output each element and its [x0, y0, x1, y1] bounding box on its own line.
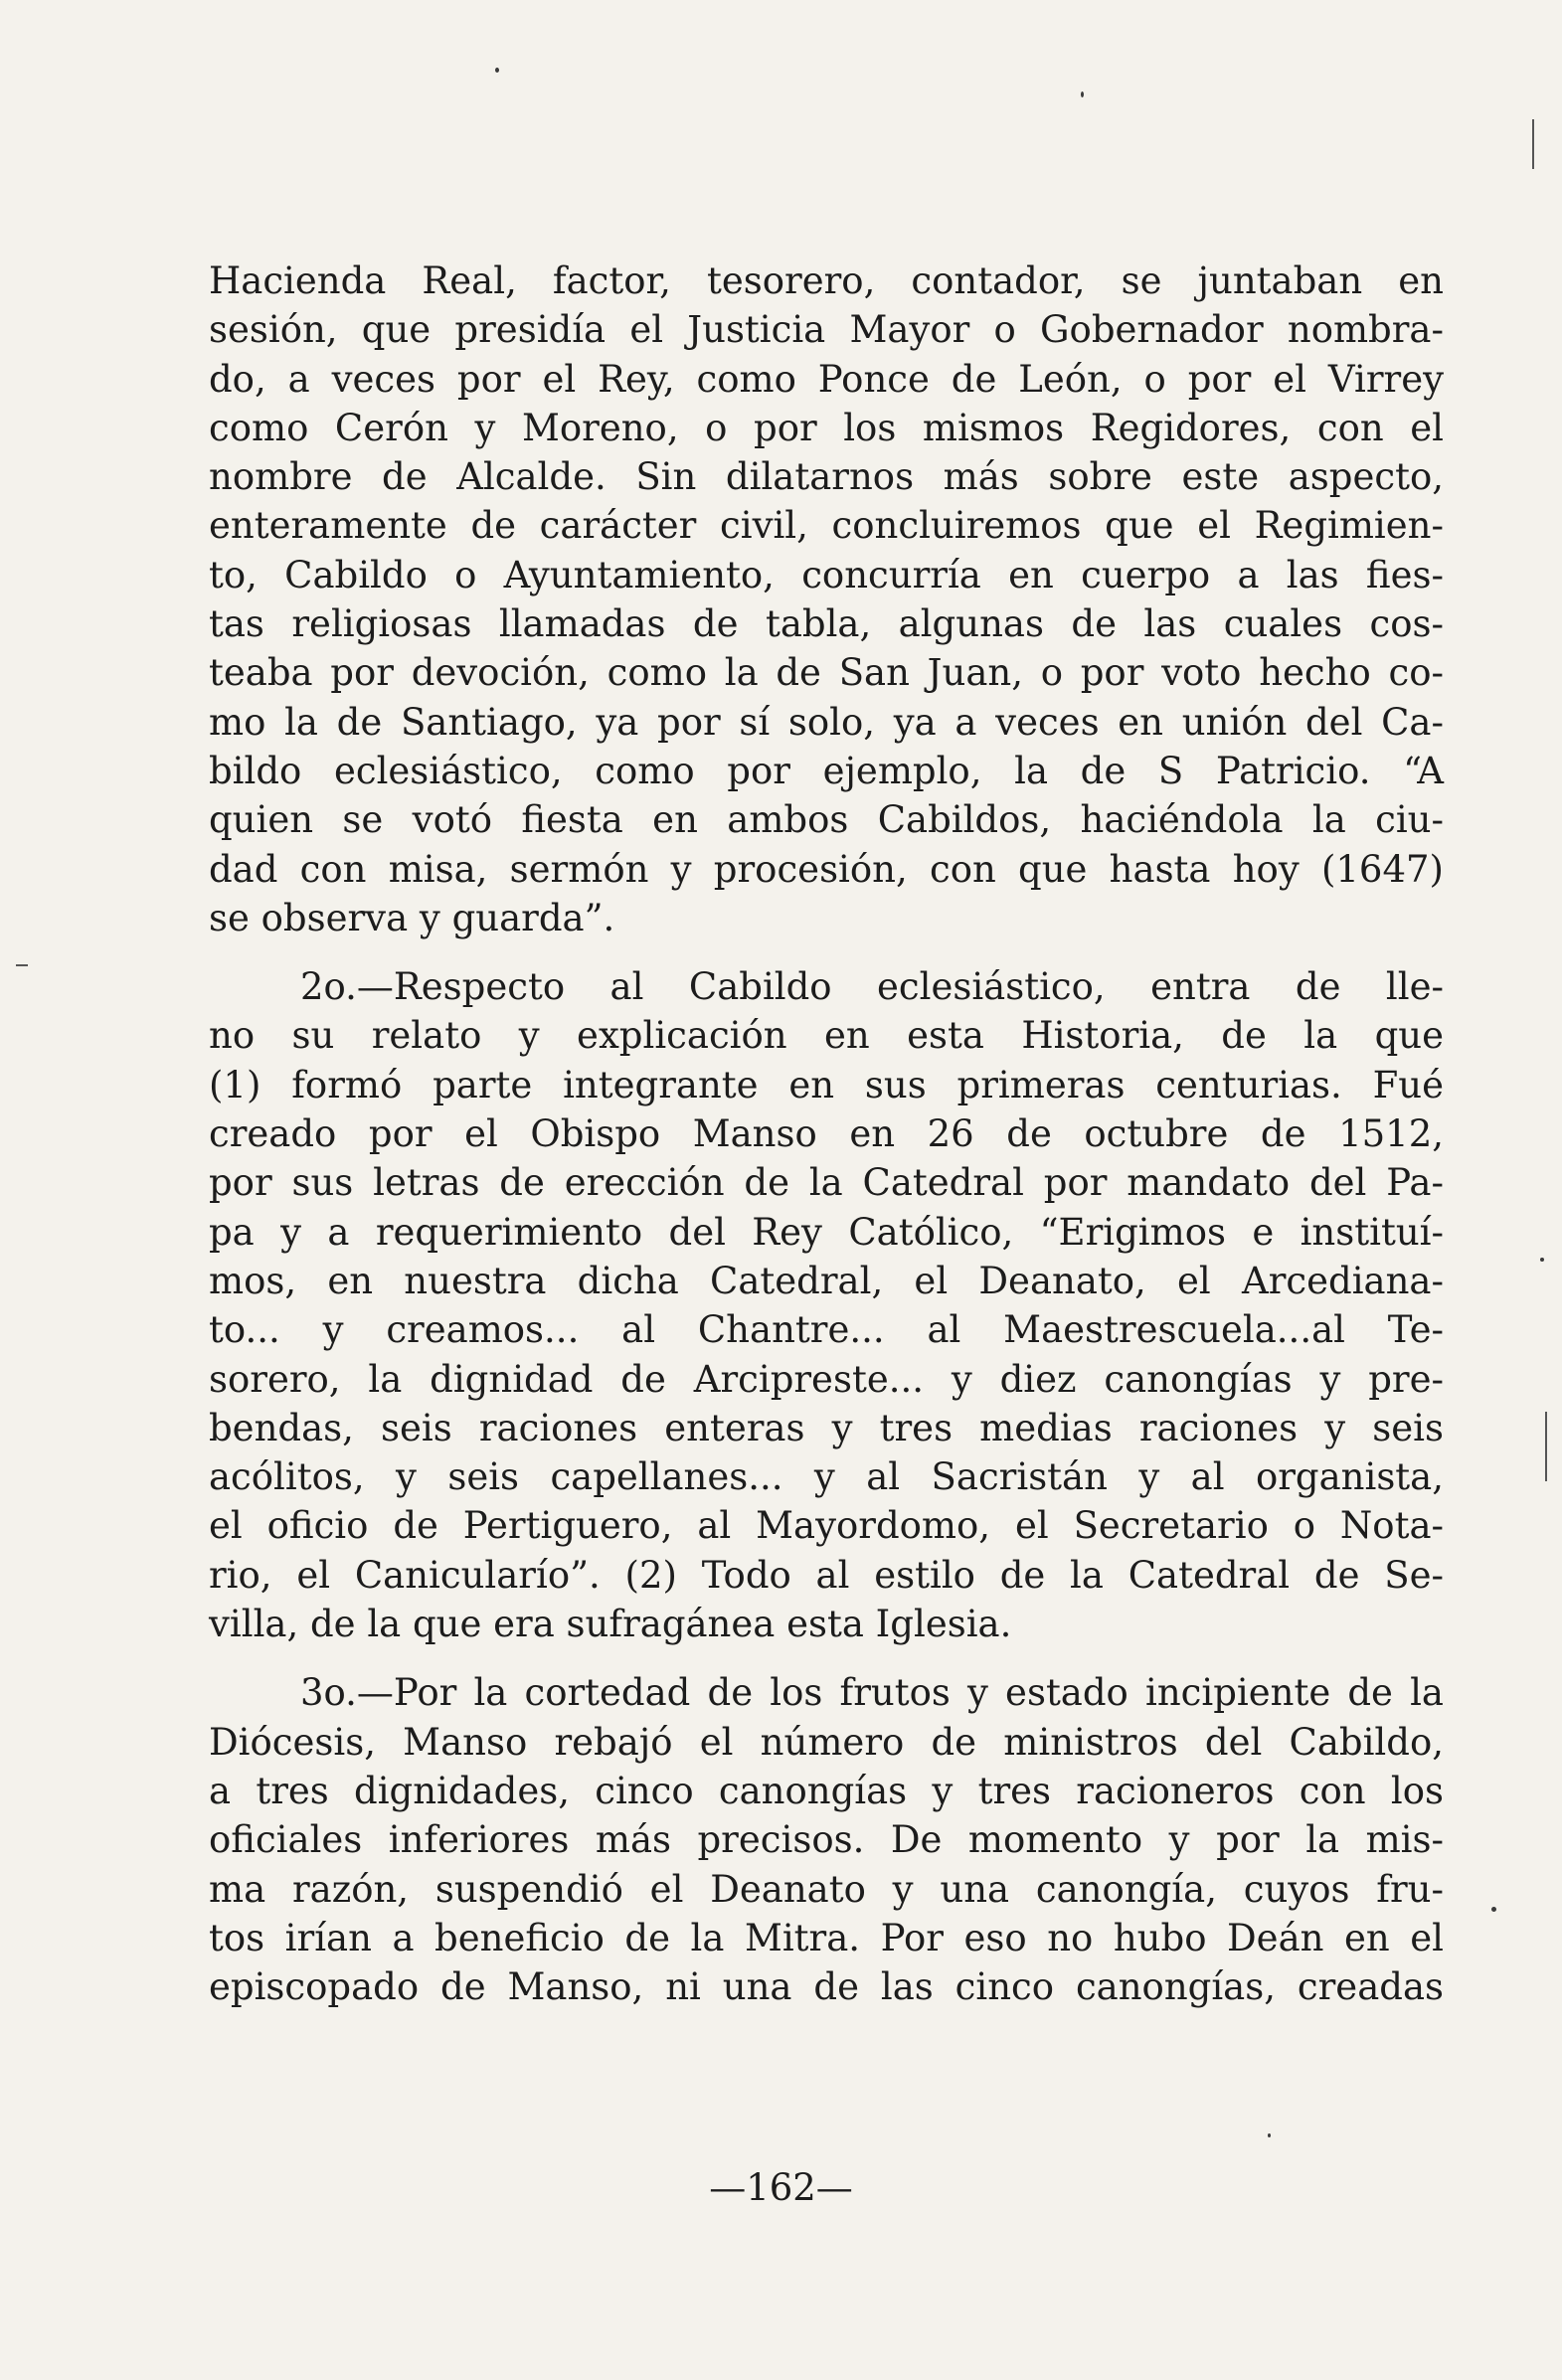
text-line: teaba por devoción, como la de San Juan, o por voto hecho co- — [209, 651, 1444, 695]
text-line: rio, el Canicularío”. (2) Todo al estilo de la Catedral de Se- — [209, 1553, 1444, 1597]
text-line: oficiales inferiores más precisos. De momento y por la mis- — [209, 1818, 1444, 1862]
text-line: bendas, seis raciones enteras y tres medias raciones y seis — [209, 1406, 1444, 1449]
text-line: no su relato y explicación en esta Historia, de la que — [209, 1014, 1444, 1058]
scan-speck — [1491, 1907, 1496, 1912]
scan-speck — [1268, 2133, 1271, 2137]
text-line: Diócesis, Manso rebajó el número de ministros del Cabildo, — [209, 1720, 1444, 1764]
text-line: mo la de Santiago, ya por sí solo, ya a veces en unión del Ca- — [209, 700, 1444, 744]
paragraph-3 — [209, 1668, 1444, 2011]
text-line: sesión, que presidía el Justicia Mayor o Gobernador nombra- — [209, 308, 1444, 352]
text-line: mos, en nuestra dicha Catedral, el Deanato, el Arcediana- — [209, 1259, 1444, 1302]
text-line: quien se votó fiesta en ambos Cabildos, haciéndola la ciu- — [209, 798, 1444, 842]
body-text — [209, 256, 1444, 2011]
text-line: nombre de Alcalde. Sin dilatarnos más sobre este aspecto, — [209, 455, 1444, 499]
text-line: sorero, la dignidad de Arcipreste... y diez canongías y pre- — [209, 1357, 1444, 1401]
text-line: enteramente de carácter civil, concluiremos que el Regimien- — [209, 504, 1444, 548]
text-line: creado por el Obispo Manso en 26 de octubre de 1512, — [209, 1112, 1444, 1156]
text-line: Hacienda Real, factor, tesorero, contador, se juntaban en — [209, 259, 1444, 302]
scan-scratch — [1545, 1412, 1547, 1481]
text-line: pa y a requerimiento del Rey Católico, “Erigimos e instituí- — [209, 1210, 1444, 1254]
text-line: 2o.—Respecto al Cabildo eclesiástico, entra de lle- — [300, 965, 1444, 1009]
paragraph-1 — [209, 256, 1444, 942]
scan-scratch — [1532, 119, 1534, 169]
text-line: por sus letras de erección de la Catedral por mandato del Pa- — [209, 1161, 1444, 1205]
text-line: como Cerón y Moreno, o por los mismos Regidores, con el — [209, 406, 1444, 449]
text-line: episcopado de Manso, ni una de las cinco canongías, creadas — [209, 1965, 1444, 2009]
text-line: tas religiosas llamadas de tabla, algunas de las cuales cos- — [209, 602, 1444, 646]
text-line: se observa y guarda”. — [209, 896, 615, 939]
page-number: —162— — [709, 2166, 853, 2209]
scan-scratch — [16, 964, 28, 966]
scan-speck — [1081, 91, 1084, 97]
text-line: dad con misa, sermón y procesión, con que hasta hoy (1647) — [209, 847, 1444, 891]
text-line: 3o.—Por la cortedad de los frutos y estado incipiente de la — [300, 1671, 1444, 1715]
text-line: (1) formó parte integrante en sus primeras centurias. Fué — [209, 1063, 1444, 1106]
text-line: villa, de la que era sufragánea esta Iglesia. — [209, 1603, 1012, 1646]
text-line: el oficio de Pertiguero, al Mayordomo, el Secretario o Nota- — [209, 1504, 1444, 1548]
paragraph-2 — [209, 962, 1444, 1648]
scan-speck — [1540, 1258, 1544, 1262]
text-line: tos irían a beneficio de la Mitra. Por eso no hubo Deán en el — [209, 1916, 1444, 1959]
text-line: ma razón, suspendió el Deanato y una canongía, cuyos fru- — [209, 1867, 1444, 1911]
scan-speck — [495, 68, 499, 73]
text-line: to, Cabildo o Ayuntamiento, concurría en cuerpo a las fies- — [209, 553, 1444, 596]
text-line: a tres dignidades, cinco canongías y tres racioneros con los — [209, 1769, 1444, 1812]
text-line: do, a veces por el Rey, como Ponce de León, o por el Virrey — [209, 357, 1444, 401]
text-line: acólitos, y seis capellanes... y al Sacristán y al organista, — [209, 1455, 1444, 1499]
text-line: bildo eclesiástico, como por ejemplo, la de S Patricio. “A — [209, 749, 1444, 792]
text-line: to... y creamos... al Chantre... al Maestrescuela...al Te- — [209, 1308, 1444, 1352]
